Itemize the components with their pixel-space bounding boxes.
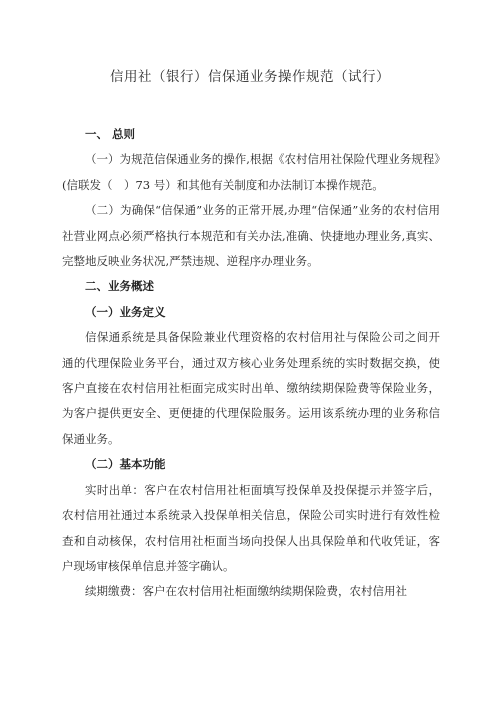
subsection-heading-definition: （一）业务定义	[85, 304, 166, 319]
section-heading-overview: 二、业务概述	[85, 279, 154, 294]
paragraph-definition: 信保通系统是具备保险兼业代理资格的农村信用社与保险公司之间开通的代理保险业务平台，通过双方核心业务处理系统的实时数据交换，使客户直接在农村信用社柜面完成实时出单、缴纳续期保险费等保险业务，为客户提供更安全、更便捷的代理保险服务。运用该系统办理的业务称信保通业务。	[62, 330, 440, 446]
section-heading-general: 一、 总则	[85, 127, 136, 141]
paragraph-purpose: （一）为规范信保通业务的操作,根据《农村信用社保险代理业务规程》(信联发（ ）73 号）和其他有关制度和办法制订本操作规范。	[62, 152, 440, 192]
paragraph-realtime-issuance: 实时出单：客户在农村信用社柜面填写投保单及投保提示并签字后，农村信用社通过本系统录入投保单相关信息，保险公司实时进行有效性检查和自动核保，农村信用社柜面当场向投保人出具保险单和代收凭证，客户现场审核保单信息并签字确认。	[62, 482, 440, 573]
document-body	[62, 122, 440, 605]
paragraph-renewal-payment: 续期缴费：客户在农村信用社柜面缴纳续期保险费，农村信用社	[85, 584, 407, 599]
document-title: 信用社（银行）信保通业务操作规范（试行）	[110, 69, 390, 85]
subsection-heading-functions: （二）基本功能	[85, 457, 166, 472]
paragraph-compliance: （二）为确保“信保通”业务的正常开展,办理“信保通”业务的农村信用社营业网点必须严格执行本规范和有关办法,准确、快捷地办理业务,真实、完整地反映业务状况,严禁违规、逆程序办理业务。	[62, 203, 440, 269]
